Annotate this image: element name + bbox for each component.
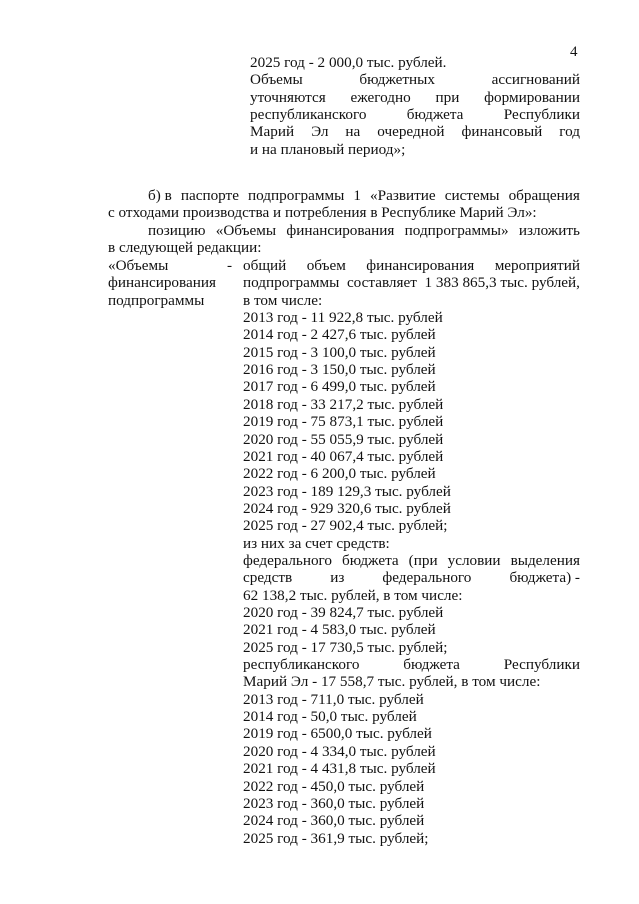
republic-year-amount: 2024 год - 360,0 тыс. рублей <box>243 812 425 830</box>
word: подпрограммы <box>243 274 340 292</box>
word: федерального <box>243 551 332 569</box>
word: (при <box>408 551 438 569</box>
word: подпрограммы <box>248 187 345 204</box>
year-amount: 2021 год - 40 067,4 тыс. рублей <box>243 447 444 465</box>
word: обращения <box>508 187 580 204</box>
word: ассигнований <box>491 71 580 89</box>
word: Республики <box>503 656 580 674</box>
word: общий <box>243 257 287 274</box>
republic-year-amount: 2022 год - 450,0 тыс. рублей <box>243 777 425 795</box>
word: из <box>330 569 345 587</box>
year-amount: 2024 год - 929 320,6 тыс. рублей <box>243 499 451 517</box>
word: изложить <box>518 222 580 239</box>
label-subprogram: подпрограммы <box>108 292 205 309</box>
word: уточняются <box>250 88 326 106</box>
republic-year-amount: 2025 год - 361,9 тыс. рублей; <box>243 829 429 847</box>
word: Марий <box>250 123 295 141</box>
word: финансирования <box>286 222 395 239</box>
word: позицию <box>148 222 206 239</box>
republic-year-amount: 2020 год - 4 334,0 тыс. рублей <box>243 742 436 760</box>
federal-year-amount: 2020 год - 39 824,7 тыс. рублей <box>243 604 444 621</box>
republic-line: Марий Эл - 17 558,7 тыс. рублей, в том числе: <box>243 673 541 691</box>
word: - <box>226 257 232 274</box>
position-paragraph-line: в следующей редакции: <box>108 239 262 256</box>
intro-line <box>250 106 580 123</box>
year-amount: 2013 год - 11 922,8 тыс. рублей <box>243 309 443 327</box>
page-number: 4 <box>570 44 578 60</box>
word: бюджета <box>342 551 399 569</box>
year-amount: 2016 год - 3 150,0 тыс. рублей <box>243 361 436 379</box>
republic-year-amount: 2019 год - 6500,0 тыс. рублей <box>243 725 432 743</box>
word: выделения <box>510 551 580 569</box>
year-amount: 2023 год - 189 129,3 тыс. рублей <box>243 482 451 500</box>
word: Эл <box>311 123 329 141</box>
word: 1 <box>353 187 361 204</box>
word: 1 383 865,3 тыс. рублей, <box>424 274 580 292</box>
word: мероприятий <box>494 257 580 274</box>
word: ежегодно <box>350 88 411 106</box>
word: Объемы <box>250 71 303 89</box>
word: системы <box>444 187 500 204</box>
republic-year-amount: 2021 год - 4 431,8 тыс. рублей <box>243 760 436 778</box>
word: год <box>559 123 580 141</box>
year-amount: 2020 год - 55 055,9 тыс. рублей <box>243 430 444 448</box>
funding-sources-line: из них за счет средств: <box>243 534 390 552</box>
word: федерального <box>382 569 472 587</box>
word: финансовый <box>461 123 543 141</box>
intro-line: и на плановый период»; <box>250 140 406 158</box>
word: паспорте <box>180 187 239 204</box>
word: бюджета) - <box>509 569 580 587</box>
intro-line <box>250 89 580 106</box>
republic-year-amount: 2013 год - 711,0 тыс. рублей <box>243 690 424 708</box>
word: финансирования <box>366 257 475 274</box>
word: «Объемы <box>108 257 169 274</box>
intro-line <box>250 71 580 88</box>
year-amount: 2014 год - 2 427,6 тыс. рублей <box>243 326 436 344</box>
word: «Развитие <box>370 187 436 204</box>
federal-year-amount: 2025 год - 17 730,5 тыс. рублей; <box>243 638 448 656</box>
federal-line <box>243 552 580 569</box>
word: объем <box>306 257 346 274</box>
year-amount: 2022 год - 6 200,0 тыс. рублей <box>243 465 436 483</box>
word: условии <box>447 551 501 569</box>
word: составляет <box>346 274 417 292</box>
content-header-line <box>243 274 580 291</box>
label-objemy <box>108 257 232 274</box>
intro-line <box>250 123 580 140</box>
word: при <box>435 88 460 106</box>
republic-year-amount: 2014 год - 50,0 тыс. рублей <box>243 708 417 726</box>
word: бюджета <box>403 656 460 674</box>
year-amount: 2017 год - 6 499,0 тыс. рублей <box>243 378 436 396</box>
intro-line: 2025 год - 2 000,0 тыс. рублей. <box>250 54 447 71</box>
federal-line: 62 138,2 тыс. рублей, в том числе: <box>243 586 463 604</box>
year-amount: 2018 год - 33 217,2 тыс. рублей <box>243 395 444 413</box>
word: формировании <box>484 88 580 106</box>
republic-line <box>243 656 580 673</box>
word: средств <box>243 569 293 587</box>
year-amount: 2015 год - 3 100,0 тыс. рублей <box>243 343 436 361</box>
label-financing: финансирования <box>108 274 216 291</box>
word: «Объемы <box>215 222 277 239</box>
year-amount: 2025 год - 27 902,4 тыс. рублей; <box>243 517 448 535</box>
word: бюджета <box>406 106 464 124</box>
word: б) в <box>148 187 172 204</box>
paragraph-b-line <box>148 187 580 204</box>
content-header-line: в том числе: <box>243 291 323 309</box>
word: очередной <box>377 123 445 141</box>
word: бюджетных <box>359 71 435 89</box>
word: Республики <box>503 106 580 124</box>
content-header-line <box>243 257 580 274</box>
word: на <box>345 123 361 141</box>
year-amount: 2019 год - 75 873,1 тыс. рублей <box>243 413 444 431</box>
word: подпрограммы» <box>404 222 509 239</box>
federal-year-amount: 2021 год - 4 583,0 тыс. рублей <box>243 621 436 639</box>
paragraph-b-line: с отходами производства и потребления в Республике Марий Эл»: <box>108 204 537 221</box>
federal-line <box>243 569 580 586</box>
word: республиканского <box>250 106 367 124</box>
word: республиканского <box>243 656 360 674</box>
position-paragraph-line <box>148 222 580 239</box>
republic-year-amount: 2023 год - 360,0 тыс. рублей <box>243 794 425 812</box>
